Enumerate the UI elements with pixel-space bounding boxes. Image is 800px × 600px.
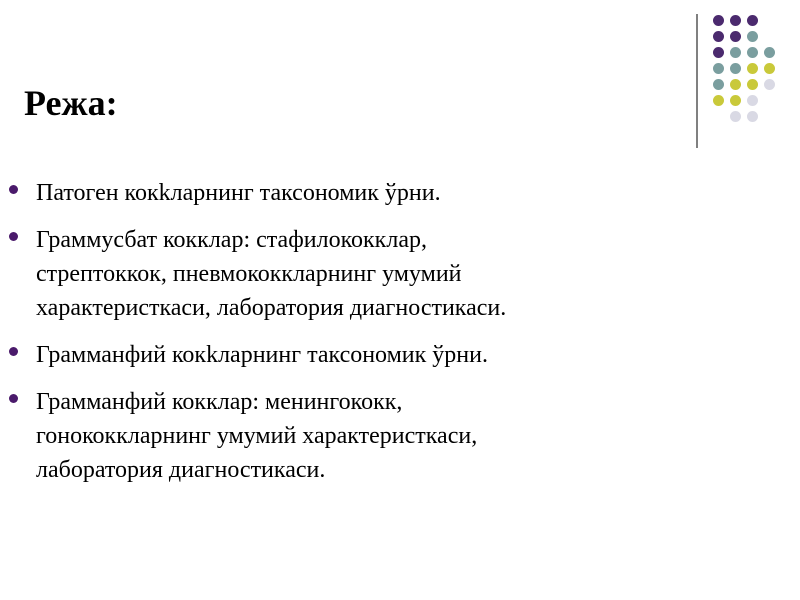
bullet-dot-icon bbox=[9, 347, 18, 356]
bullet-text bbox=[36, 223, 506, 325]
bullet-dot-icon bbox=[9, 232, 18, 241]
bullet-dot-icon bbox=[9, 394, 18, 403]
bullet-line: Граммусбат кокклар: стафилококклар, bbox=[36, 227, 427, 253]
slide-title: Режа: bbox=[24, 83, 118, 123]
bullet-line: Грамманфий кокkларнинг таксономик ўрни. bbox=[36, 342, 488, 368]
bullet-line: характеристкаси, лаборатория диагностикаси. bbox=[36, 295, 507, 321]
bullet-line: Патоген кокkларнинг таксономик ўрни. bbox=[36, 180, 441, 206]
bullet-line: гонококкларнинг умумий характеристкаси, bbox=[36, 423, 478, 449]
bullet-text bbox=[36, 385, 477, 487]
bullet-text bbox=[36, 338, 488, 372]
bullet-dot-icon bbox=[9, 185, 18, 194]
bullet-text bbox=[36, 176, 441, 210]
bullet-line: лаборатория диагностикаси. bbox=[36, 457, 326, 483]
bullet-line: Грамманфий кокклар: менингококк, bbox=[36, 389, 403, 415]
bullet-line: стрептоккок, пневмококкларнинг умумий bbox=[36, 261, 462, 287]
